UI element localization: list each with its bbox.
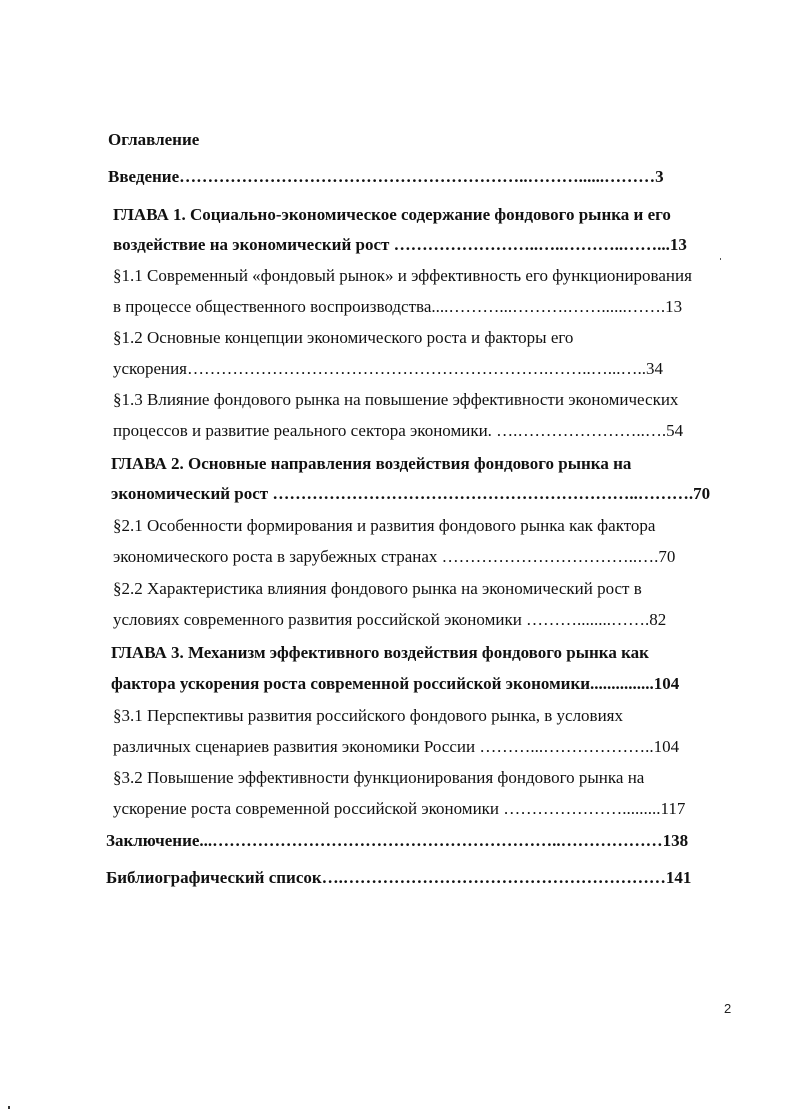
page-number: 2 (724, 1001, 732, 1016)
toc-entry-conclusion: Заключение...……………………………………………………..………………138 (106, 831, 689, 850)
toc-entry-chapter-2-title: ГЛАВА 2. Основные направления воздействия фондового рынка на (111, 454, 632, 473)
toc-entry-section-1-2-cont: ускорения……………………………………………………….……..…...…..34 (113, 359, 664, 378)
toc-entry-section-1-3-cont: процессов и развитие реального сектора экономики. ….…………………..….54 (113, 421, 684, 440)
toc-heading: Оглавление (108, 130, 200, 149)
toc-entry-section-1-3: §1.3 Влияние фондового рынка на повышение эффективности экономических (113, 390, 679, 409)
toc-entry-section-2-1-cont: экономического роста в зарубежных странах ……………………………..….70 (113, 547, 676, 566)
toc-entry-chapter-3-title-cont: фактора ускорения роста современной российской экономики...............104 (111, 674, 680, 693)
toc-entry-bibliography: Библиографический список….…………………………………………………141 (106, 868, 692, 887)
toc-entry-introduction: Введение……………………………………………………..………......………3 (108, 167, 664, 186)
toc-entry-section-1-1-cont: в процессе общественного воспроизводства....………...……….……......…….13 (113, 297, 683, 316)
scan-speck (8, 1106, 10, 1109)
toc-entry-section-3-1: §3.1 Перспективы развития российского фондового рынка, в условиях (113, 706, 623, 725)
scan-speck (720, 258, 721, 260)
toc-entry-chapter-2-title-cont: экономический рост ………………………………………………………..……….70 (111, 484, 711, 503)
toc-entry-chapter-3-title: ГЛАВА 3. Механизм эффективного воздействия фондового рынка как (111, 643, 649, 662)
toc-entry-section-2-2: §2.2 Характеристика влияния фондового рынка на экономический рост в (113, 579, 642, 598)
toc-entry-section-2-1: §2.1 Особенности формирования и развития фондового рынка как фактора (113, 516, 656, 535)
toc-entry-section-3-1-cont: различных сценариев развития экономики России ………...………………..104 (113, 737, 680, 756)
toc-entry-section-3-2: §3.2 Повышение эффективности функционирования фондового рынка на (113, 768, 645, 787)
toc-entry-chapter-1-title: ГЛАВА 1. Социально-экономическое содержание фондового рынка и его (113, 205, 671, 224)
toc-entry-section-2-2-cont: условиях современного развития российской экономики ………........…….82 (113, 610, 667, 629)
toc-entry-chapter-1-title-cont: воздействие на экономический рост ……………………..…..………..……...13 (113, 235, 687, 254)
toc-entry-section-3-2-cont: ускорение роста современной российской экономики ………………….........117 (113, 799, 686, 818)
toc-entry-section-1-1: §1.1 Современный «фондовый рынок» и эффективность его функционирования (113, 266, 692, 285)
toc-entry-section-1-2: §1.2 Основные концепции экономического роста и факторы его (113, 328, 574, 347)
